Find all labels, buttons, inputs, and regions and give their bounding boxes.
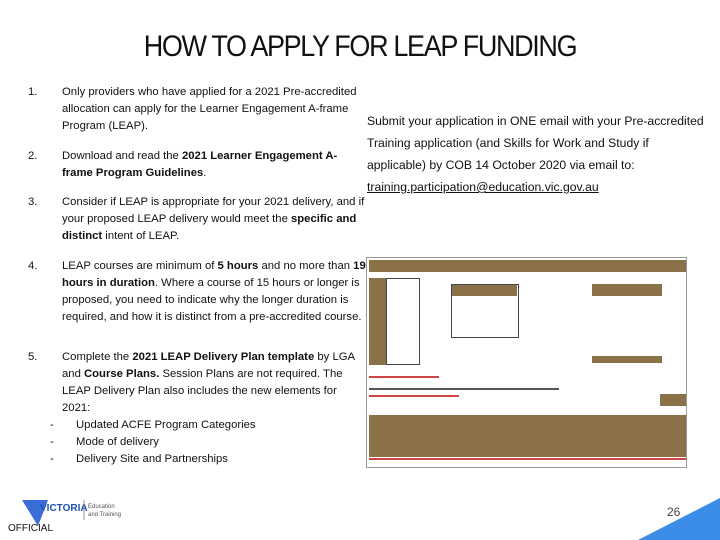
step-text: Only providers who have applied for a 2021 Pre-accredited allocation can apply for the Learner Engagement A-frame Program (LEAP). [62, 86, 357, 132]
sheet-table [451, 284, 519, 338]
sheet-table-header [592, 284, 662, 296]
sheet-header-bar [369, 260, 686, 272]
punct: . [203, 167, 207, 179]
step-text-end: . Where a course of 15 hours or longer is proposed, you need to indicate why the longer duration is required, and how it is distinct from a pre-accredited course. [62, 277, 362, 323]
step-text: LEAP courses are minimum of [62, 260, 218, 272]
sub-item: - Delivery Site and Partnerships [62, 451, 368, 468]
emphasis: Course Plans. [84, 368, 160, 380]
corner-triangle [638, 498, 720, 540]
submit-instructions [367, 110, 707, 198]
emphasis: 5 hours [217, 260, 259, 272]
svg-text:VICTORIA: VICTORIA [40, 503, 88, 514]
classification-label: OFFICIAL [8, 523, 54, 534]
sheet-plan-header [369, 415, 686, 457]
step-number: 5. [28, 351, 38, 363]
step-1 [28, 84, 368, 135]
sub-item: - Mode of delivery [62, 434, 368, 451]
step-number: 2. [28, 150, 38, 162]
sheet-box [386, 278, 420, 365]
sheet-note [369, 395, 459, 397]
sub-item: - Updated ACFE Program Categories [62, 417, 368, 434]
step-number: 4. [28, 260, 38, 272]
step-3 [28, 194, 368, 245]
step-text: Complete the [62, 351, 133, 363]
step-number: 3. [28, 196, 38, 208]
sheet-label-column [369, 278, 386, 365]
sheet-total-bar [592, 356, 662, 363]
step-text-mid: and no more than [258, 260, 354, 272]
svg-text:Education: Education [88, 504, 115, 510]
emphasis: specific and distinct [62, 213, 357, 242]
submit-text: Submit your application in ONE email with your Pre-accredited Training application (and Skills for Work and Study if applicable) by COB 14 October 2020 via email to: [367, 114, 704, 172]
sheet-note [369, 376, 439, 378]
step-number: 1. [28, 86, 38, 98]
step-text: Consider if LEAP is appropriate for your 2021 delivery, and if your proposed LEAP delivery would meet the [62, 196, 365, 225]
sheet-note [369, 388, 559, 390]
delivery-plan-screenshot [366, 257, 687, 468]
step-5 [28, 349, 368, 468]
page-title: HOW TO APPLY FOR LEAP FUNDING [143, 30, 577, 63]
step-4 [28, 258, 368, 326]
step-2 [28, 148, 368, 182]
emphasis: 19 hours in duration [62, 260, 366, 289]
template-name: 2021 LEAP Delivery Plan template [132, 351, 315, 363]
step-text: Download and read the [62, 150, 182, 162]
sheet-plan-row [369, 458, 686, 460]
page-number: 26 [667, 505, 681, 519]
sheet-cell [660, 394, 686, 406]
guidelines-title: 2021 Learner Engagement A-frame Program Guidelines [62, 150, 338, 179]
svg-text:and Training: and Training [88, 512, 122, 518]
step-text-end: intent of LEAP. [102, 230, 180, 242]
step-text-mid: by LGA and [62, 351, 355, 380]
email-link[interactable]: training.participation@education.vic.gov.au [367, 180, 599, 194]
step-text-end: Session Plans are not required. The LEAP Delivery Plan also includes the new elements for 2021: [62, 368, 343, 414]
